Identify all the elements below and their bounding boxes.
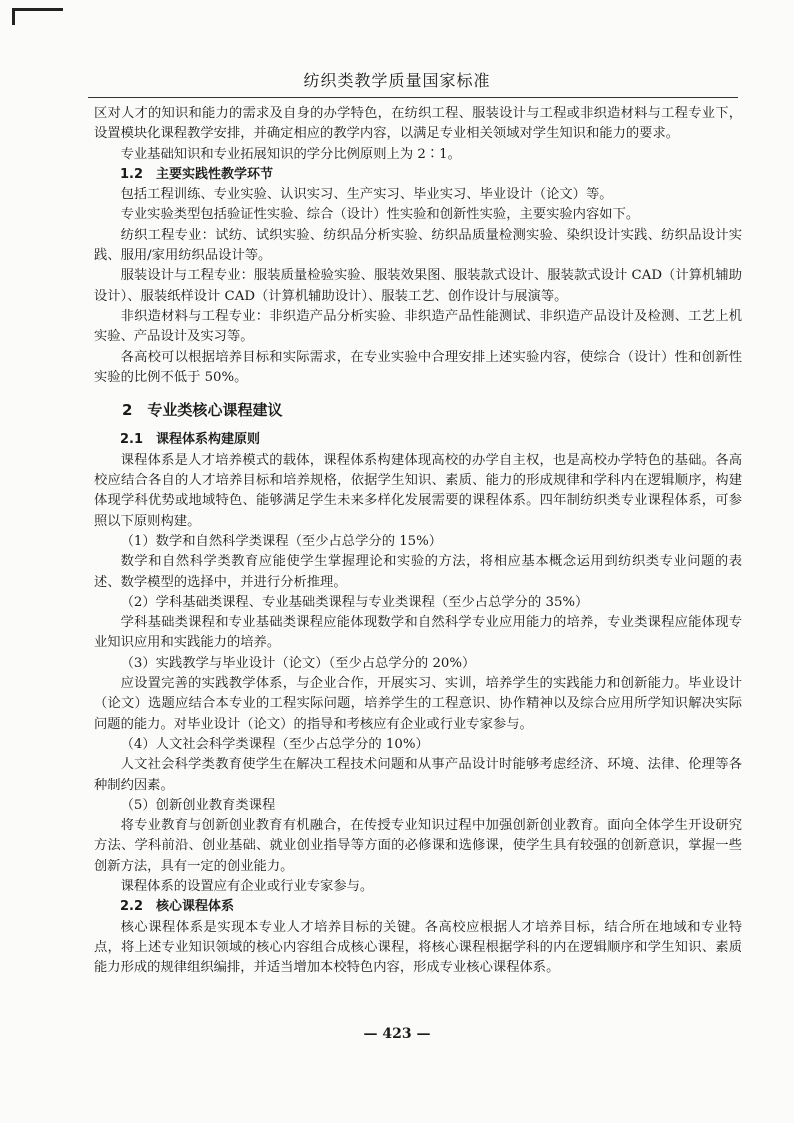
paragraph: 非织造材料与工程专业：非织造产品分析实验、非织造产品性能测试、非织造产品设计及检测、工艺上机实验、产品设计及实习等。 [94,308,742,345]
paragraph: 专业实验类型包括验证性实验、综合（设计）性实验和创新性实验，主要实验内容如下。 [120,207,640,223]
paragraph: 专业基础知识和专业拓展知识的学分比例原则上为 2∶1。 [120,146,461,162]
paragraph: 将专业教育与创新创业教育有机融合，在传授专业知识过程中加强创新创业教育。面向全体学生开设研究方法、学科前沿、创业基础、就业创业指导等方面的必修课和选修课，使学生具有较强的创新意识，掌握一些创新方法，具有一定的创业能力。 [94,818,742,874]
paragraph: 人文社会科学类教育使学生在解决工程技术问题和从事产品设计时能够考虑经济、环境、法律、伦理等各种制约因素。 [94,757,742,793]
running-header: 纺织类教学质量国家标准 [303,71,491,90]
header-rule [88,97,738,98]
paragraph: 包括工程训练、专业实验、认识实习、生产实习、毕业实习、毕业设计（论文）等。 [120,187,613,203]
paragraph: 服装设计与工程专业：服装质量检验实验、服装效果图、服装款式设计、服装款式设计 CAD（计算机辅助设计）、服装纸样设计 CAD（计算机辅助设计）、服装工艺、创作设计与展演等。 [94,268,742,304]
body-text [94,104,742,978]
paragraph: （3）实践教学与毕业设计（论文）（至少占总学分的 20%） [120,655,476,671]
scan-corner-mark [12,8,63,25]
subsection-heading: 1.2 主要实践性教学环节 [120,166,274,182]
paragraph: 课程体系的设置应有企业或行业专家参与。 [120,878,374,894]
paragraph: 核心课程体系是实现本专业人才培养目标的关键。各高校应根据人才培养目标，结合所在地域和专业特点，将上述专业知识领域的核心内容组合成核心课程，将核心课程根据学科的内在逻辑顺序和学生知识、素质能力形成的规律组织编排，并适当增加本校特色内容，形成专业核心课程体系。 [94,919,742,976]
paragraph: 各高校可以根据培养目标和实际需求，在专业实验中合理安排上述实验内容，使综合（设计）性和创新性实验的比例不低于 50%。 [94,349,742,385]
paragraph: 纺织工程专业：试纺、试织实验、纺织品分析实验、纺织品质量检测实验、染织设计实践、纺织品设计实践、服用/家用纺织品设计等。 [94,227,742,264]
paragraph: （4）人文社会科学类课程（至少占总学分的 10%） [120,736,429,752]
paragraph: 应设置完善的实践教学体系，与企业合作，开展实习、实训，培养学生的实践能力和创新能力。毕业设计（论文）选题应结合本专业的工程实际问题，培养学生的工程意识、协作精神以及综合应用所学知识解决实际问题的能力。对毕业设计（论文）的指导和考核应有企业或行业专家参与。 [94,676,742,732]
paragraph: （1）数学和自然科学类课程（至少占总学分的 15%） [120,533,443,549]
subsection-heading: 2.1 课程体系构建原则 [120,432,261,448]
paragraph: 课程体系是人才培养模式的载体，课程体系构建体现高校的办学自主权，也是高校办学特色的基础。各高校应结合各自的人才培养目标和培养规格，依据学生知识、素质、能力的形成规律和学科内在逻辑顺序，构建体现学科优势或地域特色、能够满足学生未来多样化发展需要的课程体系。四年制纺织类专业课程体系，可参照以下原则构建。 [94,452,742,529]
section-heading: 2 专业类核心课程建议 [122,401,283,420]
paragraph: （2）学科基础类课程、专业基础类课程与专业类课程（至少占总学分的 35%） [120,594,589,610]
page-number: — 423 — [363,1026,431,1042]
paragraph: 区对人才的知识和能力的需求及自身的办学特色，在纺织工程、服装设计与工程或非织造材料与工程专业下，设置模块化课程教学安排，并确定相应的教学内容，以满足专业相关领域对学生知识和能力的要求。 [94,106,742,142]
paragraph: 学科基础类课程和专业基础类课程应能体现数学和自然科学专业应用能力的培养，专业类课程应能体现专业知识应用和实践能力的培养。 [94,615,742,651]
paragraph: （5）创新创业教育类课程 [120,797,276,813]
subsection-heading: 2.2 核心课程体系 [120,899,235,915]
paragraph: 数学和自然科学类教育应能使学生掌握理论和实验的方法，将相应基本概念运用到纺织类专业问题的表述、数学模型的选择中，并进行分析推理。 [94,554,742,590]
